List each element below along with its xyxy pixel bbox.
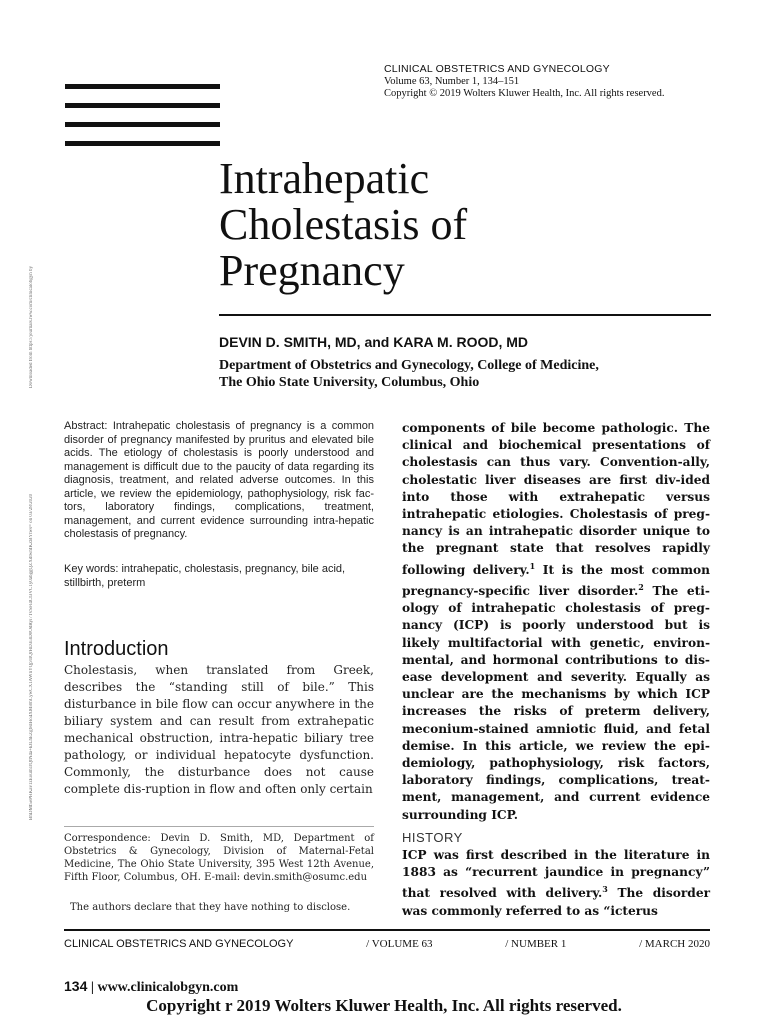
reference-marker: 2 (638, 581, 644, 592)
footer-rule (64, 929, 710, 931)
correspondence: Correspondence: Devin D. Smith, MD, Department of Obstetrics & Gynecology, Division of Maternal-Fetal Medicine, The Ohio State University, 395 West 12th Avenue, Fifth Floor, Columbus, OH. E-mail: devin.smith@osumc.edu (64, 833, 374, 883)
footer-number: / NUMBER 1 (505, 938, 567, 950)
decorative-bars (65, 84, 220, 160)
footer-volume: / VOLUME 63 (366, 938, 433, 950)
introduction-text: Cholestasis, when translated from Greek, describes the “standing still of bile.” This disturbance in bile flow can occur anywhere in the biliary system and can result from extrahepatic mechanical obstruction, intra-hepatic biliary tree pathology, or individual hepatocyte dysfunction. Commonly, the disturbance does not cause complete dis-ruption in flow and often only certain (64, 663, 374, 796)
keywords-label: Key words: (64, 563, 119, 575)
decorative-bar (65, 141, 220, 146)
download-note: Downloaded from https://journals.lww.com/clinicalobgyn by (29, 265, 34, 388)
paragraph-part: The eti-ology of intrahepatic cholestasis of preg-nancy (ICP) is poorly understood but is likely multifactorial with genetic, environ-mental, and hormonal contributions to dis-ease development and severity. Equally as unclear are the mechanisms by which ICP increases the risks of preterm delivery, meconium-stained amniotic fluid, and fetal demise. In this article, we review the epi-demiology, pathophysiology, risk factors, laboratory findings, complications, treat-ment, management, and current evidence surrounding ICP. (402, 583, 710, 822)
download-hash-note: BhDMf5ePHKav1zEoum1tQfN4a+kJLhEZgbsIHo4XMi0hCywCX1AWnYQp/IlQrHD3i3D0OdRyi7TvSFl4Cf3VC1y0abggQZXdtwnfKZBYtws= on 03/28/2020 (29, 493, 34, 820)
history-text (402, 847, 710, 920)
page-number: 134 (64, 978, 88, 994)
page-line (64, 978, 238, 996)
authors: DEVIN D. SMITH, MD, and KARA M. ROOD, MD (219, 334, 529, 350)
running-footer (64, 938, 710, 950)
abstract (64, 420, 374, 542)
website-link[interactable]: www.clinicalobgyn.com (97, 980, 239, 995)
title-line: Intrahepatic (219, 154, 430, 203)
decorative-bar (65, 122, 220, 127)
reference-marker: 1 (529, 560, 536, 571)
keywords-text: intrahepatic, cholestasis, pregnancy, bile acid, stillbirth, preterm (64, 563, 346, 589)
affiliation-line: Department of Obstetrics and Gynecology, College of Medicine, (219, 358, 599, 373)
history-heading: HISTORY (402, 830, 463, 845)
right-column-text (402, 420, 710, 824)
article-title (219, 156, 467, 294)
footer-date: / MARCH 2020 (639, 938, 710, 950)
keywords (64, 563, 374, 590)
page-separator: | (87, 980, 98, 995)
decorative-bar (65, 84, 220, 89)
paragraph-part: It is the most common pregnancy-specific liver disorder. (402, 562, 710, 598)
footer-journal: CLINICAL OBSTETRICS AND GYNECOLOGY (64, 938, 294, 950)
affiliation (219, 357, 599, 391)
copyright-line: Copyright © 2019 Wolters Kluwer Health, Inc. All rights reserved. (384, 88, 665, 99)
abstract-text: Intrahepatic cholestasis of pregnancy is a common disorder of pregnancy manifested by pruritus and elevated bile acids. The etiology of cholestasis is poorly understood and management is difficult due to the paucity of data regarding its diagnosis, treatment, and related adverse outcomes. In this article, we review the epidemiology, pathophysiology, risk fac-tors, laboratory findings, complications, treatment, management, and current evidence surrounding intra-hepatic cholestasis of pregnancy. (64, 420, 374, 540)
title-line: Cholestasis of (219, 200, 468, 249)
journal-header (384, 63, 664, 101)
abstract-label: Abstract: (64, 420, 108, 432)
volume-line: Volume 63, Number 1, 134–151 (384, 75, 520, 87)
title-rule (219, 314, 711, 316)
disclosure: The authors declare that they have nothing to disclose. (70, 902, 351, 913)
reference-marker: 3 (602, 884, 608, 895)
paragraph-part: ICP was first described in the literature in 1883 as “recurrent jaundice in pregnancy” that resolved with delivery. (402, 848, 710, 901)
paragraph-part: components of bile become pathologic. The clinical and biochemical presentations of cholestasis can thus vary. Convention-ally, cholestatic liver diseases are first div-ided into those with extrahepatic versus intrahepatic etiologies. Cholestasis of preg-nancy is an intrahepatic disorder unique to the pregnant state that resolves rapidly following delivery. (402, 421, 710, 577)
decorative-bar (65, 103, 220, 108)
correspondence-rule (64, 826, 374, 827)
affiliation-line: The Ohio State University, Columbus, Ohio (219, 375, 480, 390)
copyright-footer: Copyright r 2019 Wolters Kluwer Health, Inc. All rights reserved. (146, 996, 622, 1015)
title-line: Pregnancy (219, 246, 405, 295)
journal-name: CLINICAL OBSTETRICS AND GYNECOLOGY (384, 63, 610, 75)
paragraph-part: The disorder was commonly referred to as “icterus (402, 886, 710, 918)
introduction-heading: Introduction (64, 638, 169, 660)
